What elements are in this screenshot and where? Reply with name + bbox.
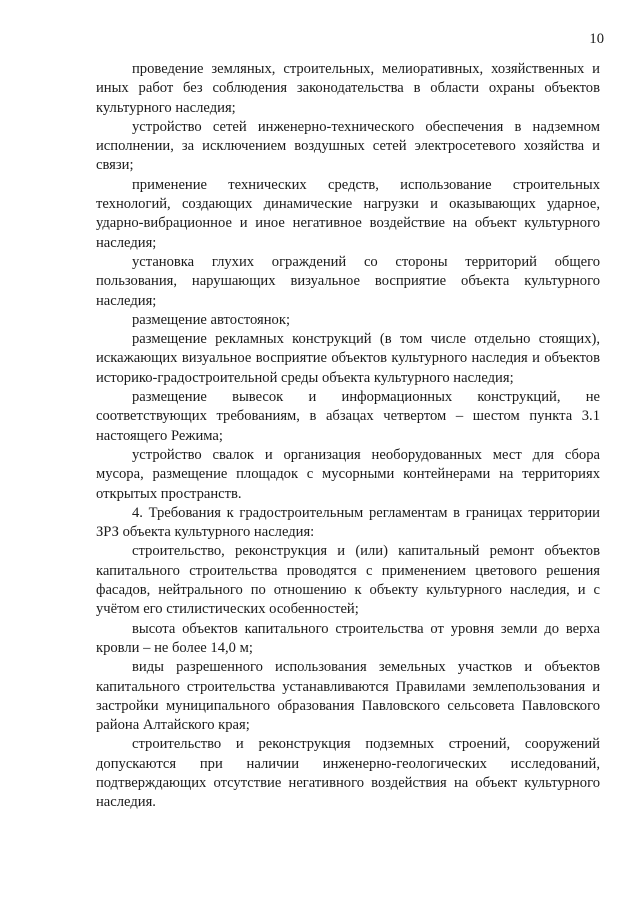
paragraph: устройство сетей инженерно-технического обеспечения в надземном исполнении, за исключением воздушных сетей электросетевого хозяйства и связи; <box>96 118 600 174</box>
paragraph: размещение автостоянок; <box>132 311 291 328</box>
paragraph: проведение земляных, строительных, мелиоративных, хозяйственных и иных работ без соблюдения законодательства в области охраны объектов культурного наследия; <box>96 61 600 116</box>
paragraph: применение технических средств, использование строительных технологий, создающих динамические нагрузки и оказывающих ударное, ударно-вибрационное и иное негативное воздействие на объект культурного наследия; <box>96 176 600 251</box>
section-heading: 4. Требования к градостроительным регламентам в границах территории ЗРЗ объекта культурного наследия: <box>96 504 600 541</box>
paragraph: устройство свалок и организация необорудованных мест для сбора мусора, размещение площадок с мусорными контейнерами на территориях открытых пространств. <box>96 446 600 502</box>
paragraph: строительство и реконструкция подземных строений, сооружений допускаются при наличии инженерно-геологических исследований, подтверждающих отсутствие негативного воздействия на объект культурного наследия. <box>96 736 600 811</box>
paragraph: высота объектов капитального строительства от уровня земли до верха кровли – не более 14,0 м; <box>96 620 600 656</box>
paragraph: виды разрешенного использования земельных участков и объектов капитального строительства устанавливаются Правилами землепользования и застройки муниципального образования Павловского сельсовета Павловского района Алтайского края; <box>96 659 600 734</box>
page-number: 10 <box>589 31 604 47</box>
paragraph: строительство, реконструкция и (или) капитальный ремонт объектов капитального строительства проводятся с применением цветового решения фасадов, нейтрального по отношению к объекту культурного наследия, и с учётом его стилистических особенностей; <box>96 543 600 618</box>
paragraph: установка глухих ограждений со стороны территорий общего пользования, нарушающих визуальное восприятие объекта культурного наследия; <box>96 253 600 309</box>
paragraph: размещение рекламных конструкций (в том числе отдельно стоящих), искажающих визуальное восприятие объектов культурного наследия и объектов историко-градостроительной среды объекта культурного наследия; <box>96 331 600 386</box>
paragraph: размещение вывесок и информационных конструкций, не соответствующих требованиям, в абзацах четвертом – шестом пункта 3.1 настоящего Режима; <box>96 389 600 444</box>
document-body <box>96 60 600 813</box>
